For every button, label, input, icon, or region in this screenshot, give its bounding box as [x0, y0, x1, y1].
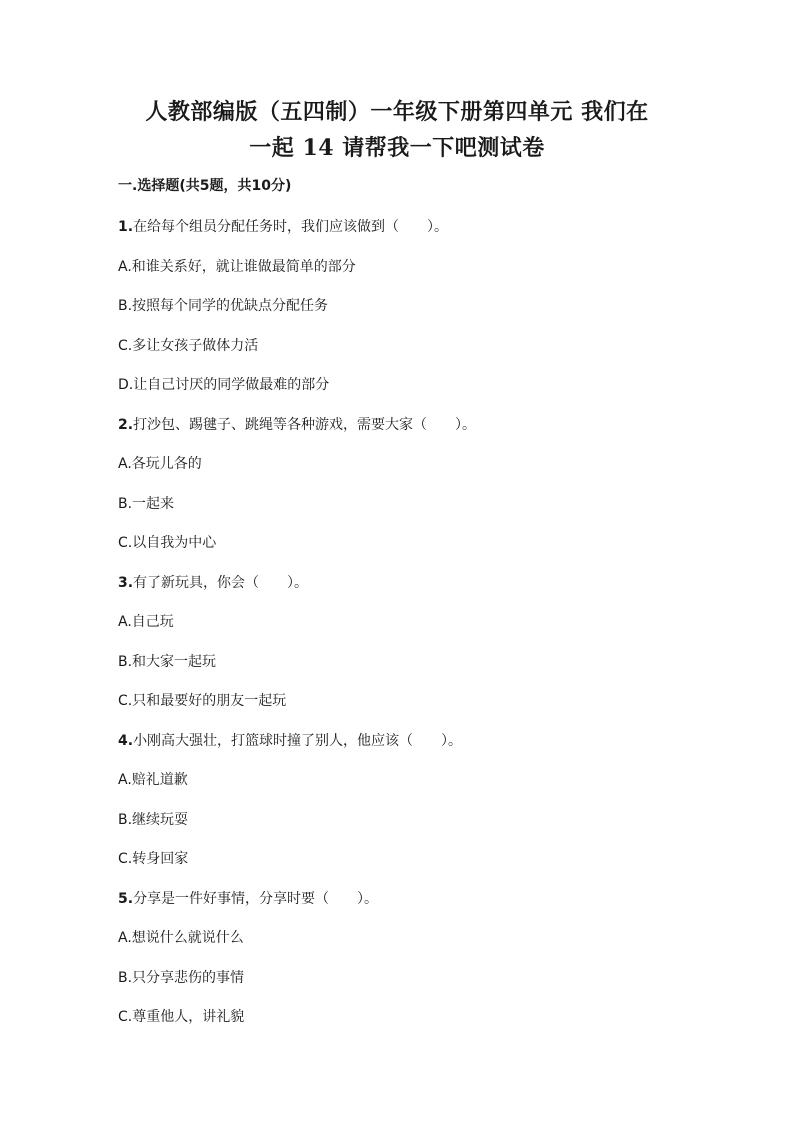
question-3-option-a: A.自己玩 — [118, 614, 174, 630]
exam-title — [100, 94, 694, 166]
question-stem: 有了新玩具，你会（ ）。 — [133, 574, 309, 591]
question-2-option-c: C.以自我为中心 — [118, 535, 217, 551]
question-3-option-c: C.只和最要好的朋友一起玩 — [118, 693, 287, 709]
exam-title-line-1: 人教部编版（五四制）一年级下册第四单元 我们在 — [145, 99, 649, 125]
question-number: 2. — [118, 416, 134, 433]
question-1-option-c: C.多让女孩子做体力活 — [118, 337, 259, 354]
question-stem: 分享是一件好事情，分享时要（ ）。 — [133, 890, 379, 907]
question-4 — [118, 730, 718, 770]
question-number: 3. — [118, 574, 134, 591]
question-5 — [118, 888, 718, 928]
question-list — [118, 216, 718, 1046]
question-stem: 打沙包、踢毽子、跳绳等各种游戏，需要大家（ ）。 — [133, 416, 477, 433]
exam-title-line-2: 一起 14 请帮我一下吧测试卷 — [249, 135, 545, 161]
question-1 — [118, 216, 718, 256]
question-number: 1. — [118, 219, 134, 235]
question-2-option-b: B.一起来 — [118, 495, 175, 512]
question-1-option-b: B.按照每个同学的优缺点分配任务 — [118, 298, 329, 314]
question-number: 5. — [118, 890, 134, 907]
question-4-option-b: B.继续玩耍 — [118, 811, 189, 828]
question-number: 4. — [118, 732, 134, 749]
question-2-option-a: A.各玩儿各的 — [118, 456, 202, 472]
question-stem: 小刚高大强壮，打篮球时撞了别人，他应该（ ）。 — [133, 732, 463, 749]
question-5-option-c: C.尊重他人，讲礼貌 — [118, 1009, 245, 1025]
question-4-option-c: C.转身回家 — [118, 851, 189, 867]
question-1-option-a: A.和谁关系好，就让谁做最简单的部分 — [118, 258, 356, 275]
question-stem: 在给每个组员分配任务时，我们应该做到（ ）。 — [133, 219, 449, 235]
question-4-option-a: A.赔礼道歉 — [118, 772, 188, 788]
question-1-option-d: D.让自己讨厌的同学做最难的部分 — [118, 377, 330, 393]
question-2 — [118, 414, 718, 454]
question-5-option-b: B.只分享悲伤的事情 — [118, 969, 245, 986]
section-heading: 一.选择题(共5题，共10分) — [118, 178, 292, 194]
question-3 — [118, 572, 718, 612]
question-5-option-a: A.想说什么就说什么 — [118, 930, 244, 946]
question-3-option-b: B.和大家一起玩 — [118, 653, 217, 670]
